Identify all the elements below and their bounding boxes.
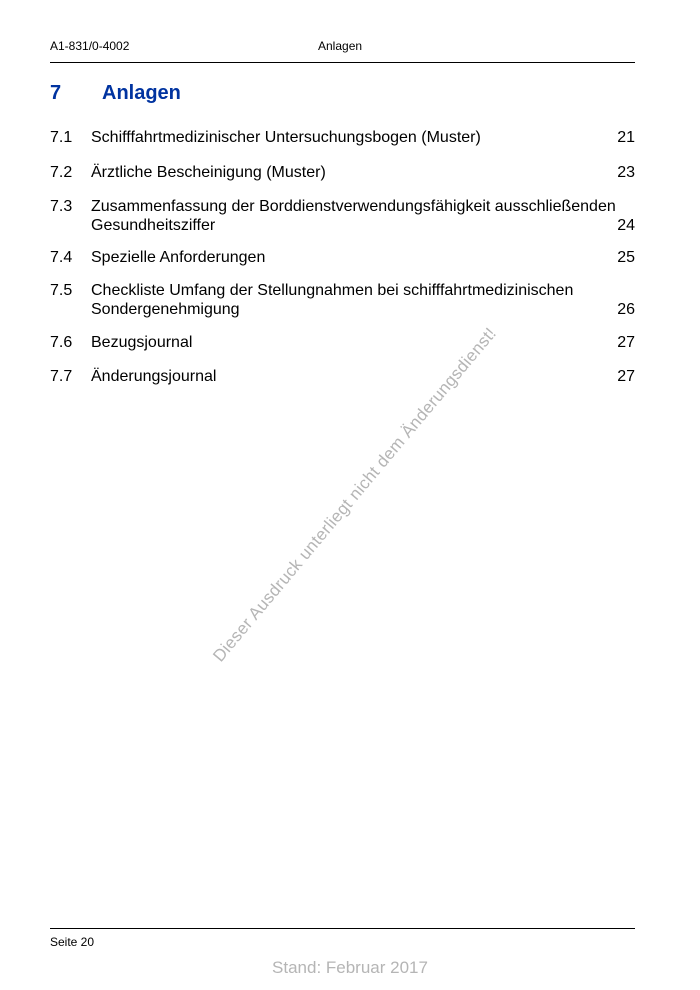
- toc-entry-title: Zusammenfassung der Borddienstverwendungsfähigkeit ausschließenden Gesundheitsziffer: [91, 198, 616, 234]
- toc-entry-number: 7.5: [50, 282, 73, 299]
- toc-entry-title: Ärztliche Bescheinigung (Muster): [91, 164, 326, 181]
- toc-entry-number: 7.4: [50, 249, 73, 266]
- watermark: Dieser Ausdruck unterliegt nicht dem Änderungsdienst!: [209, 323, 501, 666]
- page-header: [50, 38, 635, 63]
- toc-entry-page: 26: [617, 301, 635, 318]
- toc-entry-page: 27: [617, 334, 635, 351]
- toc-entry-page: 27: [617, 368, 635, 385]
- toc-entry-title: Schifffahrtmedizinischer Untersuchungsbogen (Muster): [91, 129, 481, 146]
- chapter-title: Anlagen: [102, 82, 181, 104]
- page-footer: [50, 928, 635, 949]
- toc-entry-title: Bezugsjournal: [91, 334, 193, 351]
- page-number: Seite 20: [50, 935, 95, 949]
- toc-entry-page: 23: [617, 164, 635, 181]
- toc-entry-title: Spezielle Anforderungen: [91, 249, 266, 266]
- toc-entry-number: 7.1: [50, 129, 73, 146]
- toc-entry-number: 7.2: [50, 164, 73, 181]
- toc-entry-page: 25: [617, 249, 635, 266]
- toc-entry-page: 24: [617, 217, 635, 234]
- document-id: A1-831/0-4002: [50, 39, 130, 53]
- toc-entry-number: 7.3: [50, 198, 73, 215]
- toc-entry-page: 21: [617, 129, 635, 146]
- header-section-title: Anlagen: [318, 39, 363, 53]
- toc-entry-title: Checkliste Umfang der Stellungnahmen bei schifffahrtmedizinischen Sondergenehmigung: [91, 282, 574, 318]
- toc-entry-title: Änderungsjournal: [91, 368, 217, 385]
- toc-entry-number: 7.7: [50, 368, 73, 385]
- chapter-number: 7: [50, 82, 62, 104]
- date-stamp: Stand: Februar 2017: [272, 958, 428, 977]
- toc-entry-number: 7.6: [50, 334, 73, 351]
